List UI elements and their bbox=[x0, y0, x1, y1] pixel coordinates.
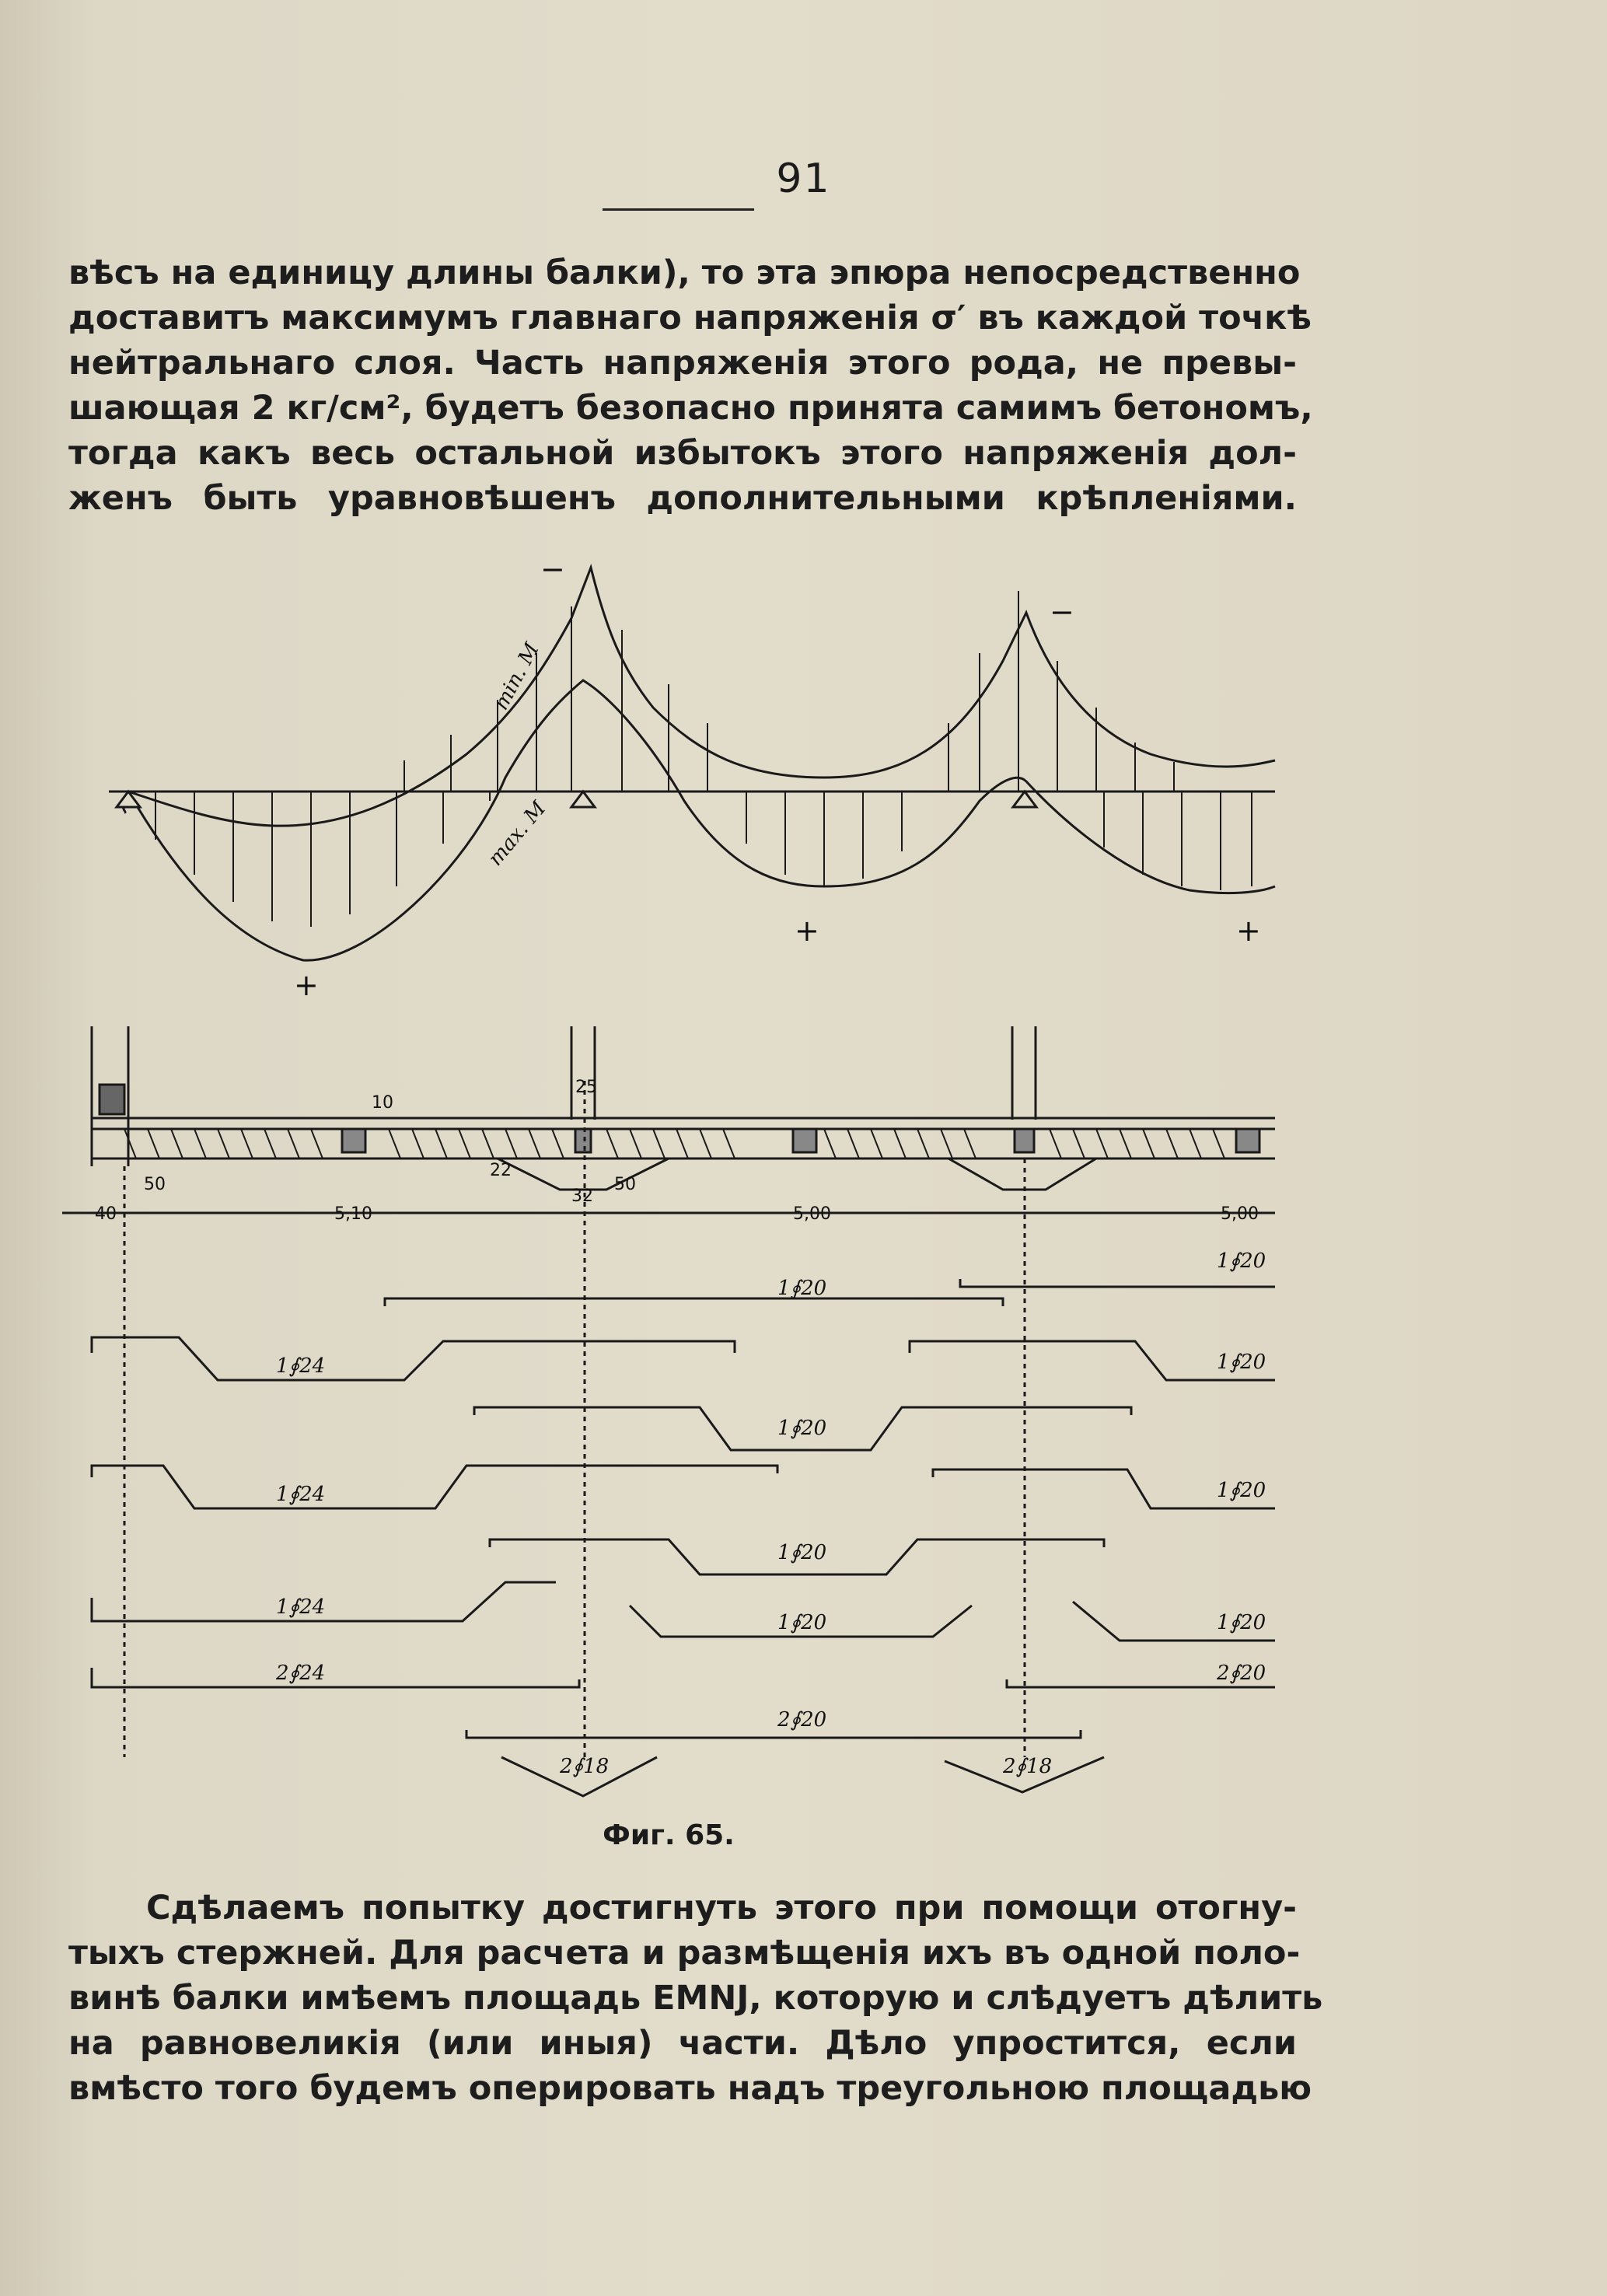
bar-b3 bbox=[92, 1337, 735, 1380]
page-number-rule bbox=[603, 208, 754, 211]
bar-label: 1∮24 bbox=[276, 1483, 326, 1506]
page-number: 91 bbox=[776, 156, 831, 202]
dim-50: 50 bbox=[614, 1175, 636, 1194]
bar-label: 1∮20 bbox=[777, 1541, 827, 1564]
dim-5-10: 5,10 bbox=[334, 1204, 372, 1224]
sign-plus: + bbox=[795, 914, 819, 948]
support-triangle bbox=[571, 792, 595, 807]
bar-label: 1∮20 bbox=[1217, 1611, 1266, 1634]
bar-b6 bbox=[92, 1466, 777, 1508]
dim-50: 50 bbox=[144, 1175, 166, 1194]
sign-plus: + bbox=[294, 968, 319, 1002]
sign-minus: − bbox=[1050, 595, 1074, 629]
beam-elevation bbox=[62, 1026, 1275, 1757]
dim-22: 22 bbox=[490, 1161, 512, 1180]
paragraph-1-line: шающая 2 кг/см², будетъ безопасно принята самимъ бетономъ, bbox=[68, 389, 1313, 428]
paragraph-1-line: доставитъ максимумъ главнаго напряженія σ′ въ каждой точкѣ bbox=[68, 299, 1312, 337]
paragraph-2-line: вмѣсто того будемъ оперировать надъ треугольною площадью bbox=[68, 2069, 1312, 2108]
paragraph-2 bbox=[68, 1885, 1323, 2111]
max-m-label: max. M bbox=[484, 797, 551, 871]
paragraph-1-line: женъ быть уравновѣшенъ дополнительными крѣпленіями. bbox=[68, 479, 1297, 518]
min-m-label: min. M bbox=[489, 639, 544, 715]
paragraph-1-line: нейтральнаго слоя. Часть напряженія этого рода, не превы- bbox=[68, 344, 1297, 383]
bar-label: 1∮20 bbox=[1217, 1351, 1266, 1374]
dim-40: 40 bbox=[95, 1204, 117, 1224]
reinforcement-bars bbox=[92, 1279, 1275, 1796]
bar-label: 1∮20 bbox=[777, 1277, 827, 1300]
dim-5-00: 5,00 bbox=[1221, 1204, 1259, 1224]
bar-label: 2∮18 bbox=[560, 1755, 610, 1778]
max-m-curve bbox=[128, 680, 1275, 960]
bar-label: 2∮20 bbox=[1217, 1662, 1266, 1685]
sign-minus: − bbox=[540, 552, 565, 586]
bar-label: 1∮20 bbox=[1217, 1479, 1266, 1502]
moment-diagram bbox=[109, 568, 1275, 960]
bar-label: 2∮18 bbox=[1003, 1755, 1053, 1778]
bar-b2 bbox=[385, 1298, 1003, 1306]
paragraph-1 bbox=[68, 250, 1313, 521]
figure-65 bbox=[0, 544, 1337, 1804]
dim-25: 25 bbox=[575, 1078, 597, 1097]
supports bbox=[117, 792, 1036, 807]
paragraph-2-line: на равновеликія (или иныя) части. Дѣло упростится, если bbox=[68, 2024, 1297, 2063]
bar-label: 1∮24 bbox=[276, 1595, 326, 1619]
dim-5-00: 5,00 bbox=[793, 1204, 831, 1224]
paragraph-2-line: винѣ балки имѣемъ площадь EMNJ, которую и слѣдуетъ дѣлить bbox=[68, 1979, 1323, 2018]
dim-10: 10 bbox=[372, 1093, 393, 1113]
support-triangle bbox=[1013, 792, 1036, 807]
diagram-hatching bbox=[155, 591, 1252, 927]
bar-label: 2∮20 bbox=[777, 1708, 827, 1732]
bar-label: 2∮24 bbox=[276, 1662, 326, 1685]
bar-label: 1∮20 bbox=[1217, 1249, 1266, 1273]
paragraph-2-line: Сдѣлаемъ попытку достигнуть этого при помощи отогну- bbox=[146, 1889, 1297, 1927]
bar-label: 1∮20 bbox=[777, 1417, 827, 1440]
figure-caption: Фиг. 65. bbox=[603, 1819, 735, 1851]
bar-b12 bbox=[92, 1668, 579, 1687]
bar-b1 bbox=[960, 1279, 1275, 1287]
paragraph-1-line: вѣсъ на единицу длины балки), то эта эпюра непосредственно bbox=[68, 253, 1301, 292]
paragraph-2-line: тыхъ стержней. Для расчета и размѣщенія ихъ въ одной поло- bbox=[68, 1934, 1301, 1973]
bar-label: 1∮24 bbox=[276, 1354, 326, 1378]
sign-plus: + bbox=[1236, 914, 1261, 948]
bar-label: 1∮20 bbox=[777, 1611, 827, 1634]
paragraph-1-line: тогда какъ весь остальной избытокъ этого напряженія дол- bbox=[68, 434, 1297, 473]
dim-32: 32 bbox=[571, 1186, 593, 1206]
min-m-curve bbox=[128, 568, 1275, 826]
bar-b14 bbox=[466, 1730, 1081, 1738]
